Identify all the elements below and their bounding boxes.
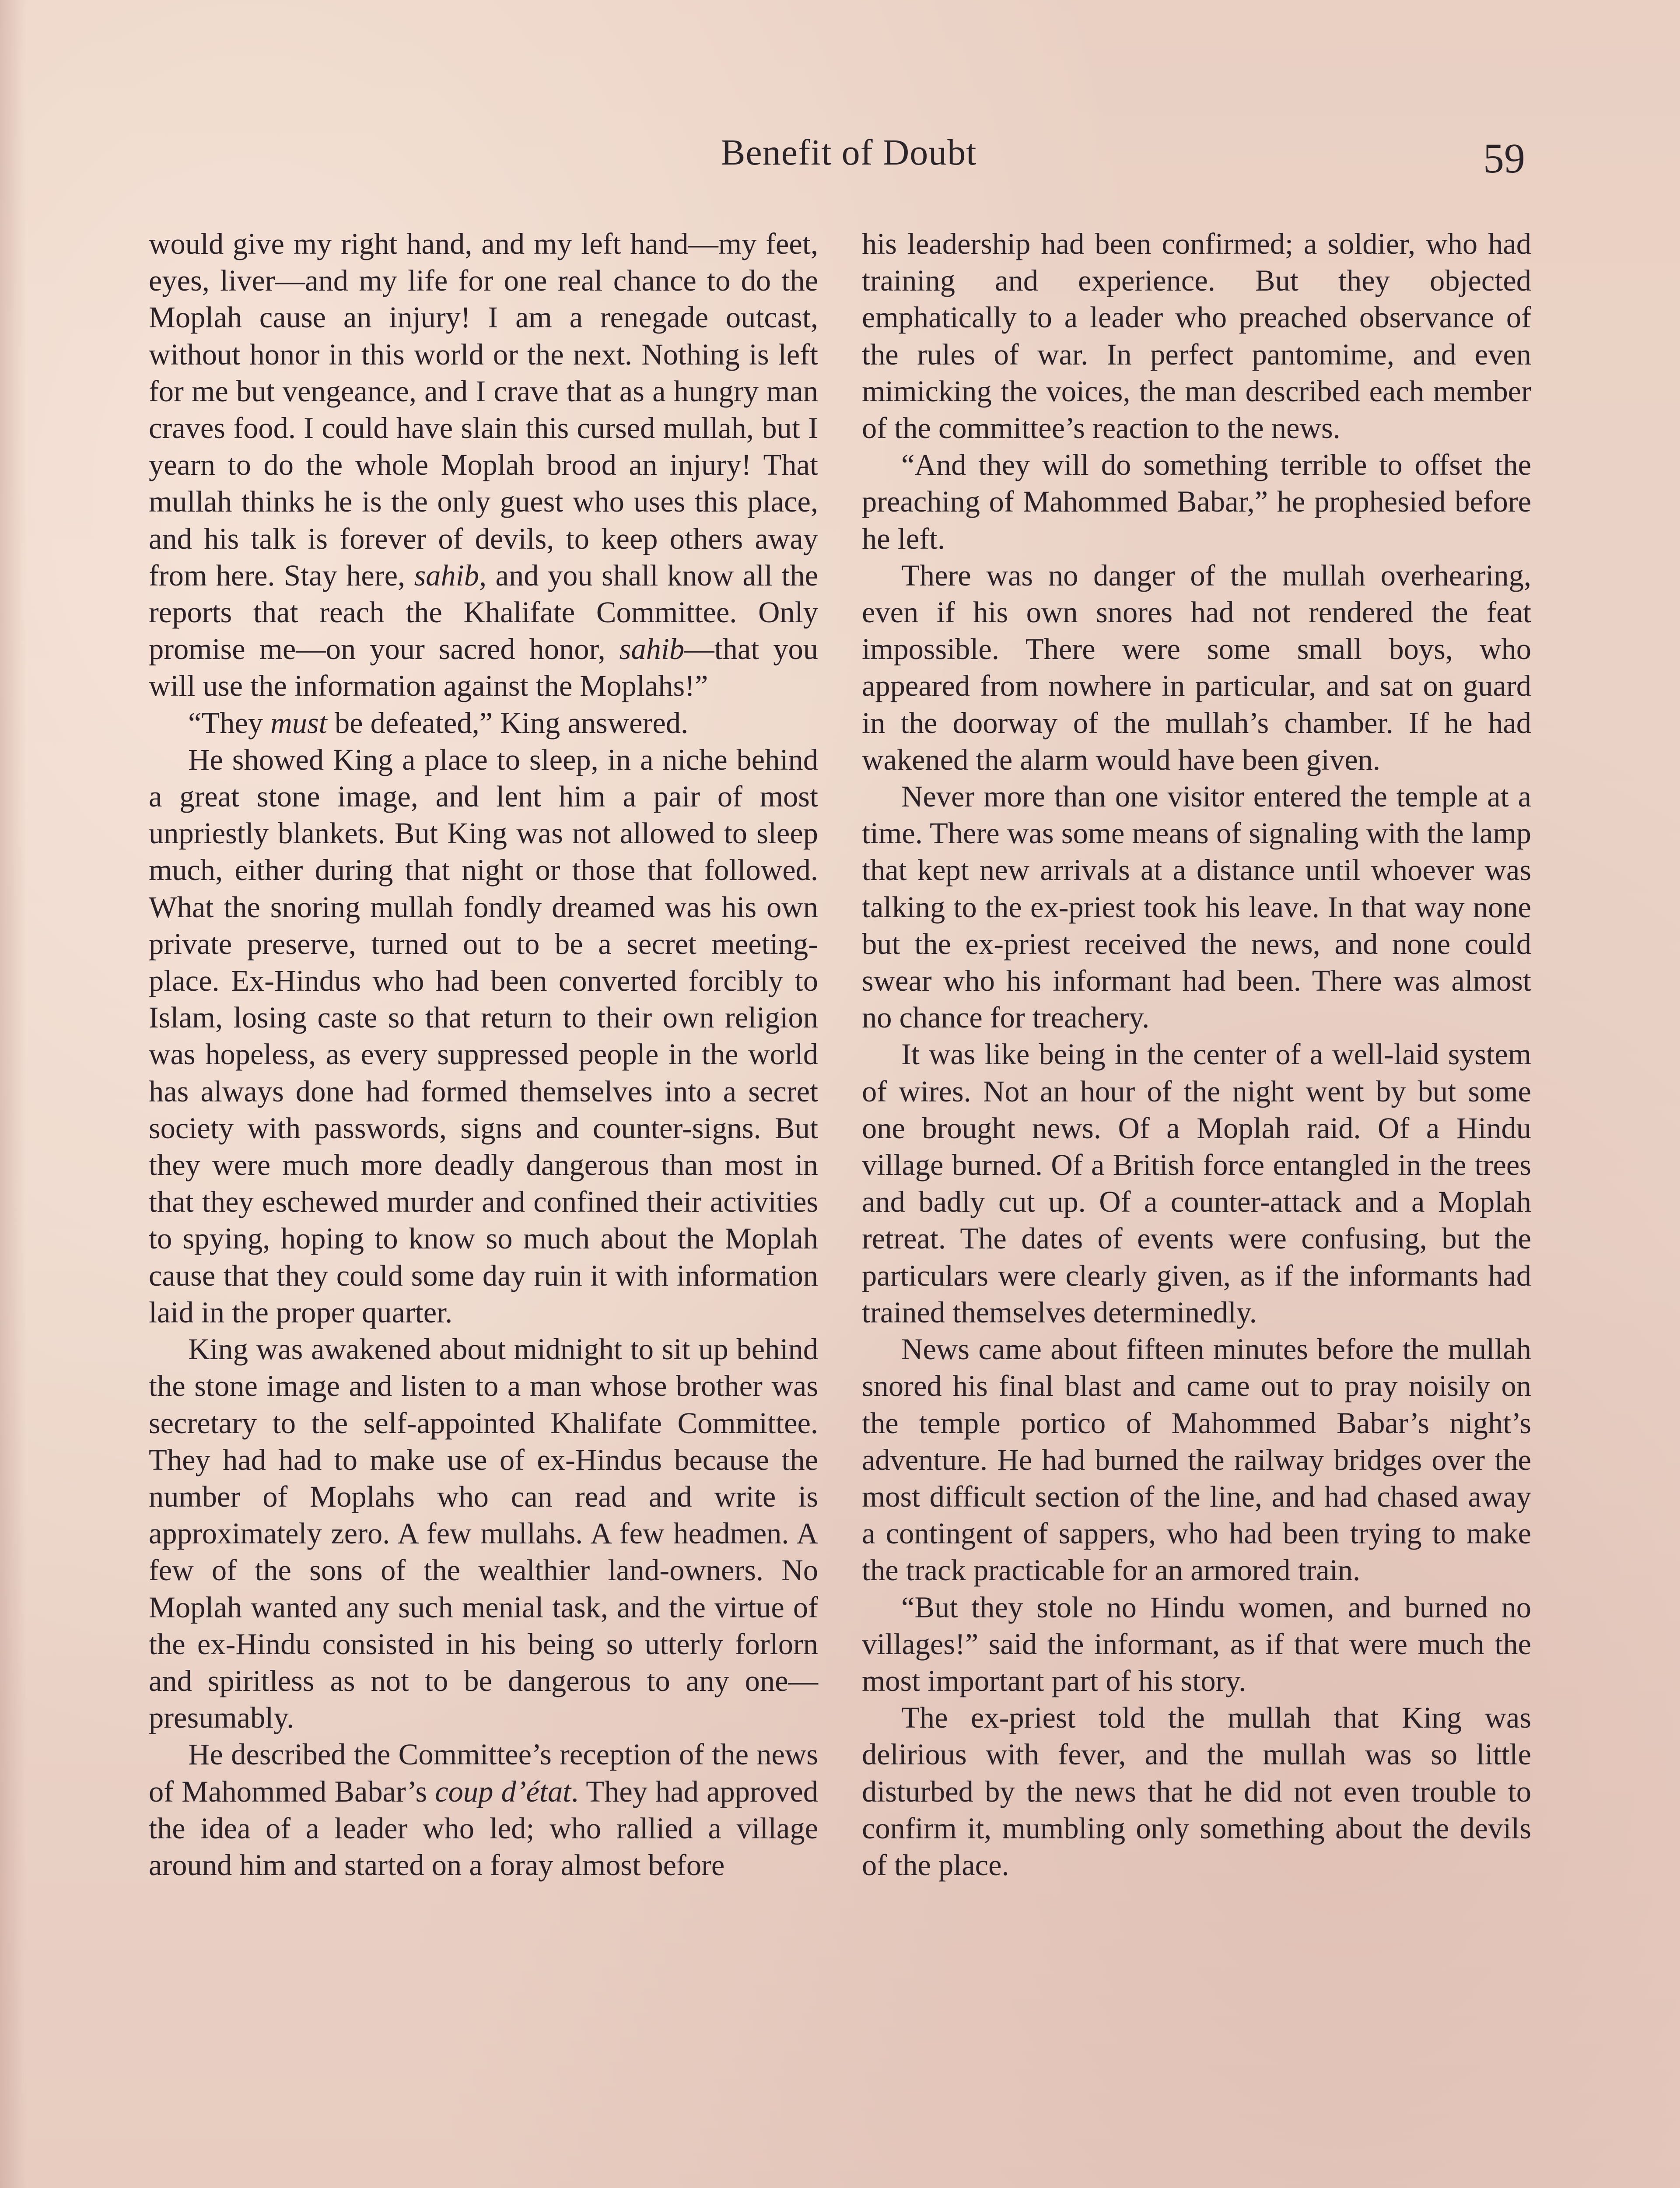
page-number: 59 — [1483, 135, 1525, 182]
paragraph: “And they will do something terrible to offset the preaching of Mahommed Babar,” he prophesied before he left. — [862, 448, 1531, 555]
page-header — [0, 131, 1680, 184]
page-edge-shadow — [0, 0, 26, 2188]
paragraph: The ex-priest told the mullah that King was delirious with fever, and the mullah was so little disturbed by the news that he did not even trouble to confirm it, mumbling only something about the devils of the place. — [862, 1701, 1531, 1882]
right-column — [862, 225, 1531, 1883]
paragraph: It was like being in the center of a well-laid system of wires. Not an hour of the night went by but some one brought news. Of a Moplah raid. Of a Hindu village burned. Of a British force entangled in the trees and badly cut up. Of a counter-attack and a Moplah retreat. The dates of events were confusing, but the particulars were clearly given, as if the informants had trained themselves determinedly. — [862, 1038, 1531, 1329]
left-column — [149, 225, 818, 1883]
paragraph: “They must be defeated,” King answered. — [188, 706, 689, 740]
paragraph: There was no danger of the mullah overhearing, even if his own snores had not rendered the feat impossible. There were some small boys, who appeared from nowhere in particular, and sat on guard in the doorway of the mullah’s chamber. If he had wakened the alarm would have been given. — [862, 558, 1531, 776]
paragraph: Never more than one visitor entered the temple at a time. There was some means of signaling with the lamp that kept new arrivals at a distance until whoever was talking to the ex-priest took his leave. In that way none but the ex-priest received the news, and none could swear who his informant had been. There was almost no chance for treachery. — [862, 780, 1531, 1034]
paragraph: He showed King a place to sleep, in a niche behind a great stone image, and lent him a pair of most unpriestly blankets. But King was not allowed to sleep much, either during that night or those that followed. What the snoring mullah fondly dreamed was his own private preserve, turned out to be a secret meeting-place. Ex-Hindus who had been converted forcibly to Islam, losing caste so that return to their own religion was hopeless, as every suppressed people in the world has always done had formed themselves into a secret society with passwords, signs and counter-signs. But they were much more deadly dangerous than most in that they eschewed murder and confined their activities to spying, hoping to know so much about the Moplah cause that they could some day ruin it with information laid in the proper quarter. — [149, 743, 818, 1329]
paragraph-continued: his leadership had been confirmed; a soldier, who had training and experience. But they objected emphatically to a leader who preached observance of the rules of war. In perfect pantomime, and even mimicking the voices, the man described each member of the committee’s reaction to the news. — [862, 227, 1531, 445]
paragraph: King was awakened about midnight to sit up behind the stone image and listen to a man whose brother was secretary to the self-appointed Khalifate Committee. They had had to make use of ex-Hindus because the number of Moplahs who can read and write is approximately zero. A few mullahs. A few headmen. A few of the sons of the wealthier land-owners. No Moplah wanted any such menial task, and the virtue of the ex-Hindu consisted in his being so utterly forlorn and spiritless as not to be dangerous to any one—presumably. — [149, 1332, 818, 1735]
running-title: Benefit of Doubt — [721, 132, 977, 173]
paragraph: News came about fifteen minutes before the mullah snored his final blast and came out to pray noisily on the temple portico of Mahommed Babar’s night’s adventure. He had burned the railway bridges over the most difficult section of the line, and had chased away a contingent of sappers, who had been trying to make the track practicable for an armored train. — [862, 1332, 1531, 1587]
paragraph: “But they stole no Hindu women, and burned no villages!” said the informant, as if that were much the most important part of his story. — [862, 1590, 1531, 1697]
paragraph: He described the Committee’s reception of the news of Mahommed Babar’s coup d’état. They had approved the idea of a leader who led; who rallied a village around him and started on a foray almost before — [149, 1738, 818, 1882]
paragraph-continued: would give my right hand, and my left hand—my feet, eyes, liver—and my life for one real chance to do the Moplah cause an injury! I am a renegade outcast, without honor in this world or the next. Nothing is left for me but vengeance, and I crave that as a hungry man craves food. I could have slain this cursed mullah, but I yearn to do the whole Moplah brood an injury! That mullah thinks he is the only guest who uses this place, and his talk is forever of devils, to keep others away from here. Stay here, sahib, and you shall know all the reports that reach the Khalifate Committee. Only promise me—on your sacred honor, sahib—that you will use the information against the Moplahs!” — [149, 227, 818, 703]
